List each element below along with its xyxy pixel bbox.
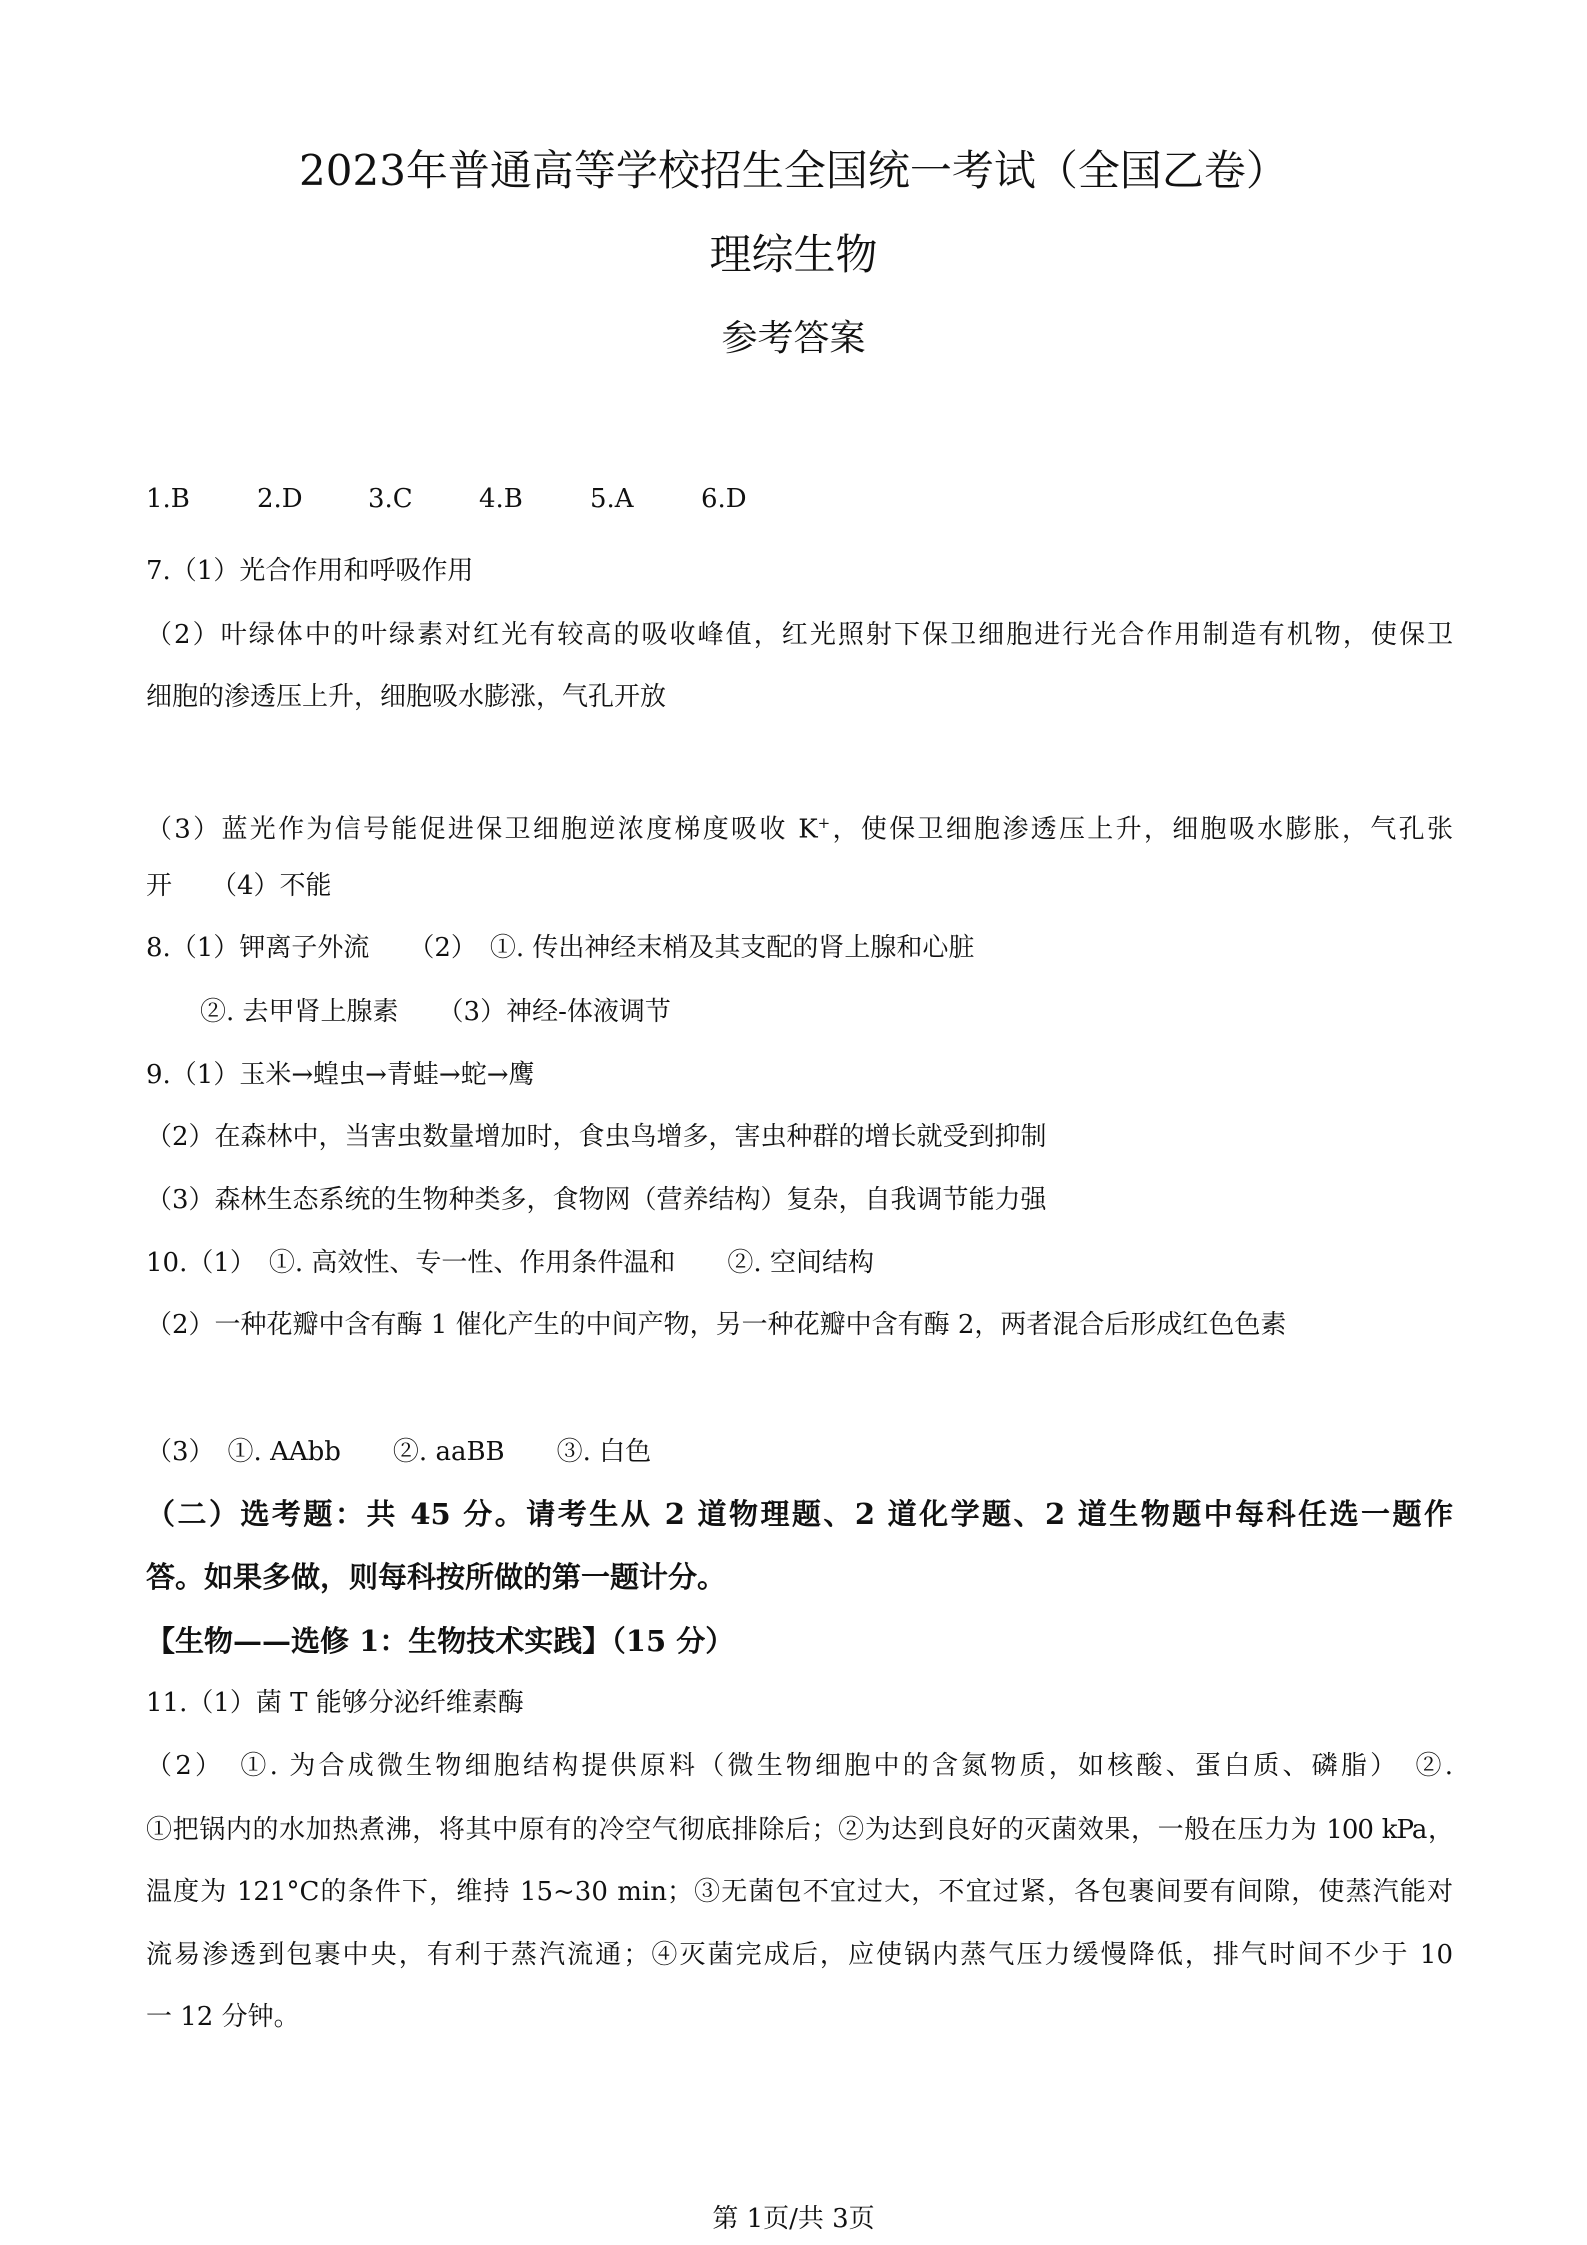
section-heading: 【生物——选修 1：生物技术实践】（15 分）: [146, 1624, 735, 1658]
document-title: 2023年普通高等学校招生全国统一考试（全国乙卷）: [299, 146, 1288, 195]
answer-text: （3）蓝光作为信号能促进保卫细胞逆浓度梯度吸收 K: [146, 814, 818, 845]
choice-answer: 4.B: [479, 484, 523, 514]
answer-line: 流易渗透到包裹中央，有利于蒸汽流通；④灭菌完成后，应使锅内蒸气压力缓慢降低，排气时间不少于 10: [146, 1940, 1453, 1970]
answer-line: （2）叶绿体中的叶绿素对红光有较高的吸收峰值，红光照射下保卫细胞进行光合作用制造有机物，使保卫: [146, 620, 1453, 650]
answer-line: （3）森林生态系统的生物种类多，食物网（营养结构）复杂，自我调节能力强: [146, 1185, 1047, 1215]
choice-answer: 3.C: [368, 484, 413, 514]
answer-line: 9.（1）玉米→蝗虫→青蛙→蛇→鹰: [146, 1060, 535, 1090]
choice-answer: 2.D: [257, 484, 303, 514]
answer-line: 一 12 分钟。: [146, 2002, 300, 2032]
answer-line: [146, 806, 1453, 847]
answer-line: 温度为 121°C的条件下，维持 15~30 min；③无菌包不宜过大，不宜过紧，各包裹间要有间隙，使蒸汽能对: [146, 1877, 1453, 1907]
answer-line: ②. 去甲肾上腺素 （3）神经-体液调节: [200, 997, 671, 1027]
answer-line: 11.（1）菌 T 能够分泌纤维素酶: [146, 1688, 524, 1718]
answer-text: ，使保卫细胞渗透压上升，细胞吸水膨胀，气孔张: [830, 814, 1453, 845]
answer-line: 10.（1） ①. 高效性、专一性、作用条件温和 ②. 空间结构: [146, 1248, 874, 1278]
subtitle: 参考答案: [721, 318, 866, 359]
choice-answer: 1.B: [146, 484, 190, 514]
section-heading: （二）选考题：共 45 分。请考生从 2 道物理题、2 道化学题、2 道生物题中每科任选一题作: [146, 1497, 1453, 1531]
answer-line: （2） ①. 为合成微生物细胞结构提供原料（微生物细胞中的含氮物质，如核酸、蛋白质、磷脂） ②.: [146, 1751, 1453, 1781]
answer-line: ①把锅内的水加热煮沸，将其中原有的冷空气彻底排除后；②为达到良好的灭菌效果，一般在压力为 100 kPa，: [146, 1815, 1453, 1845]
answer-line: 7.（1）光合作用和呼吸作用: [146, 556, 474, 586]
answer-line: （3） ①. AAbb ②. aaBB ③. 白色: [146, 1437, 652, 1467]
subject-title: 理综生物: [709, 230, 878, 279]
answer-line: （2）在森林中，当害虫数量增加时，食虫鸟增多，害虫种群的增长就受到抑制: [146, 1122, 1047, 1152]
choice-answer: 6.D: [701, 484, 747, 514]
superscript: +: [817, 814, 831, 832]
page-footer: 第 1页/共 3页: [712, 2204, 875, 2234]
answer-line: 细胞的渗透压上升，细胞吸水膨涨，气孔开放: [146, 682, 667, 712]
answer-line: （2）一种花瓣中含有酶 1 催化产生的中间产物，另一种花瓣中含有酶 2，两者混合后形成红色色素: [146, 1310, 1287, 1340]
section-heading: 答。如果多做，则每科按所做的第一题计分。: [146, 1560, 727, 1594]
choice-answers: [146, 482, 812, 516]
choice-answer: 5.A: [590, 484, 634, 514]
answer-line: 开 （4）不能: [146, 871, 332, 901]
answer-line: 8.（1）钾离子外流 （2） ①. 传出神经末梢及其支配的肾上腺和心脏: [146, 933, 975, 963]
